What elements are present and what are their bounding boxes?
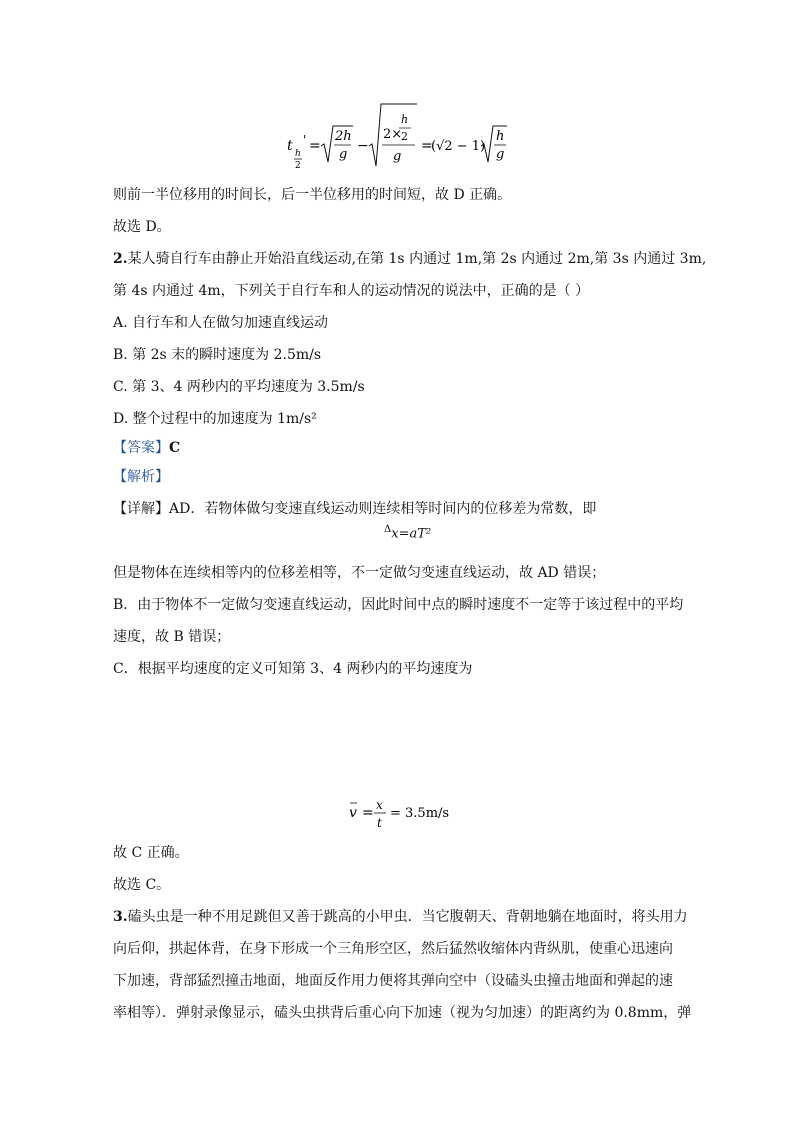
answer-line xyxy=(113,438,180,458)
formula-time-difference xyxy=(285,100,515,172)
question-3-line-1 xyxy=(113,907,688,927)
formula-num2-h: h xyxy=(401,113,409,126)
question-number: 3. xyxy=(113,909,128,925)
formula-delta: Δ xyxy=(384,524,392,535)
text-line: 故选 C。 xyxy=(113,877,171,893)
formula-t: t xyxy=(287,138,293,154)
text-line: 速度，故 B 错误； xyxy=(113,629,231,645)
formula-den3: g xyxy=(496,147,505,162)
text-line: C．根据平均速度的定义可知第 3、4 两秒内的平均速度为 xyxy=(113,661,473,677)
question-text: 磕头虫是一种不用足跳但又善于跳高的小甲虫．当它腹朝天、背朝地躺在地面时，将头用力 xyxy=(127,909,688,925)
answer-tag: 【答案】 xyxy=(113,440,169,456)
formula-eq: = xyxy=(362,805,374,821)
formula-rhs: = 3.5m/s xyxy=(390,806,450,821)
question-text: 某人骑自行车由静止开始沿直线运动,在第 1s 内通过 1m,第 2s 内通过 2m,第 3s 内通过 3m, xyxy=(127,251,707,267)
formula-minus: − xyxy=(357,138,369,154)
question-2-line-1 xyxy=(113,249,706,269)
formula-sub-h: h xyxy=(295,149,301,159)
text-line: 故选 D。 xyxy=(113,219,171,235)
formula-sub-2: 2 xyxy=(295,161,301,171)
formula-coef: (√2 − 1) xyxy=(431,139,486,154)
analysis-tag: 【解析】 xyxy=(113,469,169,485)
formula-delta-x xyxy=(384,524,431,542)
question-2-line-2: 第 4s 内通过 4m，下列关于自行车和人的运动情况的说法中，正确的是（ ） xyxy=(113,283,590,299)
formula-den1: g xyxy=(339,147,348,162)
option-a: A. 自行车和人在做匀加速直线运动 xyxy=(113,315,329,331)
formula-num2a: 2× xyxy=(383,127,403,142)
formula-average-velocity xyxy=(345,792,455,836)
formula-x: x xyxy=(376,798,383,812)
formula-t-den: t xyxy=(377,816,382,830)
text-line: 但是物体在连续相等内的位移差相等，不一定做匀变速直线运动，故 AD 错误； xyxy=(113,565,606,581)
question-number: 2. xyxy=(113,251,128,267)
question-3-line-3: 下加速，背部猛烈撞击地面，地面反作用力便将其弹向空中（设磕头虫撞击地面和弹起的速 xyxy=(113,973,673,989)
formula-body: x=aT² xyxy=(391,526,432,542)
detail-line: 【详解】AD．若物体做匀变速直线运动则连续相等时间内的位移差为常数，即 xyxy=(113,501,597,517)
option-b: B. 第 2s 末的瞬时速度为 2.5m/s xyxy=(113,347,322,363)
text-line: B．由于物体不一定做匀变速直线运动，因此时间中点的瞬时速度不一定等于该过程中的平均 xyxy=(113,597,684,613)
text-line: 则前一半位移用的时间长，后一半位移用的时间短，故 D 正确。 xyxy=(113,187,512,203)
question-3-line-2: 向后仰，拱起体背，在身下形成一个三角形空区，然后猛然收缩体内背纵肌，使重心迅速向 xyxy=(113,941,673,957)
formula-prime: ' xyxy=(303,133,307,147)
formula-num2-2: 2 xyxy=(401,130,408,143)
formula-num3: h xyxy=(496,129,505,144)
formula-eq1: = xyxy=(309,138,321,154)
analysis-line xyxy=(113,467,169,487)
formula-den2: g xyxy=(393,149,402,164)
formula-eq2: = xyxy=(421,138,433,154)
formula-num1: 2h xyxy=(335,129,352,144)
option-c: C. 第 3、4 两秒内的平均速度为 3.5m/s xyxy=(113,379,365,395)
text-line: 故 C 正确。 xyxy=(113,845,189,861)
option-d: D. 整个过程中的加速度为 1m/s² xyxy=(113,411,317,427)
question-3-line-4: 率相等）．弹射录像显示，磕头虫拱背后重心向下加速（视为匀加速）的距离约为 0.8mm，弹 xyxy=(113,1005,692,1021)
answer-value: C xyxy=(169,440,181,456)
formula-v: v xyxy=(349,805,357,821)
